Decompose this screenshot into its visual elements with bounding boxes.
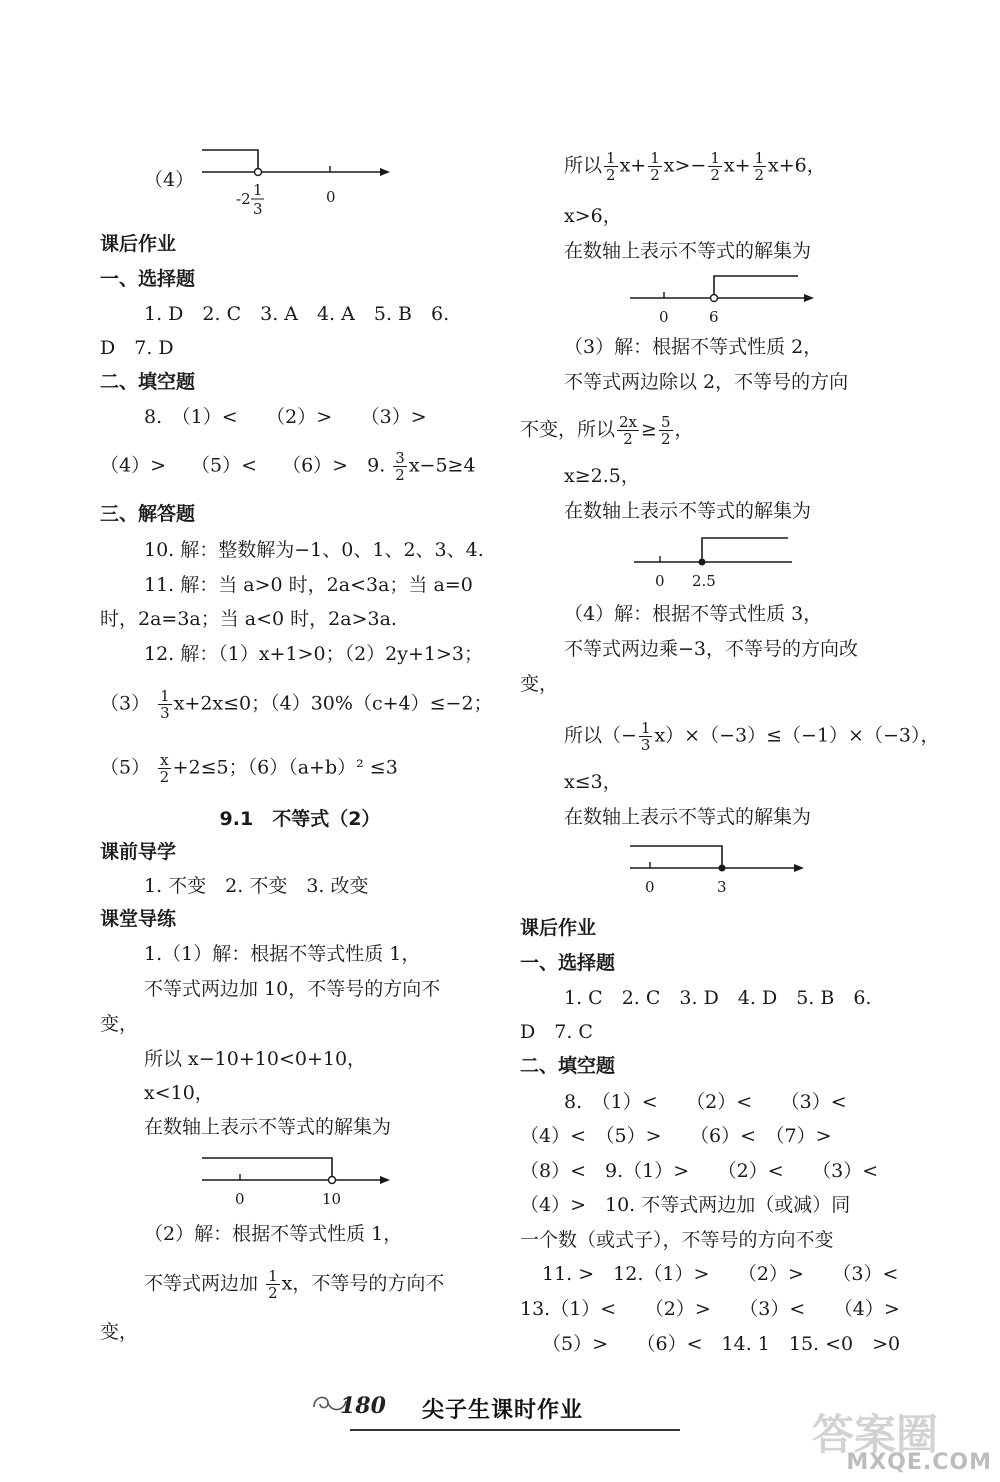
text-seg: +2≤5；（6）（a+b）² ≤3	[172, 756, 398, 779]
fill-answers-2-text: （4）> （5）< （6）> 9.	[100, 454, 386, 477]
answer-10: 10. 解：整数解为−1、0、1、2、3、4.	[144, 539, 484, 561]
fraction	[648, 150, 662, 183]
solution-3-line2: 不等式两边除以 2，不等号的方向	[564, 371, 849, 393]
fraction	[639, 720, 653, 753]
frac-den: 2	[606, 166, 616, 184]
number-line-label: （4）	[144, 169, 195, 191]
axis-arrow	[804, 294, 814, 302]
text-seg: （3）	[100, 692, 151, 715]
practice-1-line3: 变，	[100, 1013, 139, 1035]
solution-4-line2: 不等式两边乘−3，不等号的方向改	[564, 638, 859, 660]
frac-den: 2	[395, 466, 405, 484]
tick-label-frac-den: 3	[253, 200, 263, 218]
footer-rule	[350, 1429, 680, 1431]
frac-num: 5	[660, 413, 671, 431]
page-footer	[310, 1385, 690, 1445]
heading-choice-2: 一、选择题	[520, 952, 616, 974]
open-point	[329, 1177, 336, 1184]
closed-point	[699, 559, 706, 566]
practice-1-line2: 不等式两边加 10，不等号的方向不	[144, 978, 441, 1000]
text-seg: 不变，所以	[520, 418, 616, 441]
solution-bracket	[630, 846, 722, 868]
number-line-4	[200, 142, 390, 222]
practice-2-line2	[144, 1268, 444, 1301]
number-line-svg	[200, 1152, 390, 1212]
tick-label-zero: 0	[659, 308, 669, 326]
fill-2-line6: 11. > 12.（1）> （2）> （3）<	[542, 1263, 899, 1285]
choice-answers-1: 1. D 2. C 3. A 4. A 5. B 6.	[144, 303, 450, 325]
number-line-svg	[200, 142, 390, 222]
solution-3-line5: 在数轴上表示不等式的解集为	[564, 500, 812, 522]
fraction	[604, 150, 618, 183]
solution-4-line3: 变，	[520, 673, 559, 695]
fill-2-line3: （8）< 9.（1）> （2）< （3）<	[520, 1160, 879, 1182]
tick-label-2.5: 2.5	[692, 572, 716, 590]
heading-after-class: 课后作业	[100, 233, 177, 255]
left-column	[100, 0, 500, 1400]
text-seg: ≥	[641, 418, 657, 441]
fill-2-line2: （4）< （5）> （6）< （7）>	[520, 1125, 832, 1147]
number-line-x-le-3	[628, 838, 818, 898]
solution-bracket	[202, 1158, 332, 1176]
open-point	[255, 169, 262, 176]
heading-class-practice: 课堂导练	[100, 908, 177, 930]
text-seg: x+	[723, 154, 751, 177]
tick-label-ten: 10	[322, 1190, 342, 1208]
pre-study-answers: 1. 不变 2. 不变 3. 改变	[144, 875, 369, 897]
solution-4-line1: （4）解：根据不等式性质 3，	[564, 603, 823, 625]
answer-12-line1: 12. 解：（1）x+1>0；（2）2y+1>3；	[144, 643, 484, 665]
fraction	[659, 414, 673, 447]
heading-solve: 三、解答题	[100, 503, 196, 525]
derivation-line3: 在数轴上表示不等式的解集为	[564, 240, 812, 262]
frac-num: 1	[754, 149, 765, 167]
text-seg: x>−	[663, 154, 707, 177]
text-seg: x+6，	[768, 154, 826, 177]
answer-11-line2: 时，2a=3a；当 a<0 时，2a>3a.	[100, 608, 397, 630]
choice-answers-2-2: D 7. C	[520, 1021, 593, 1043]
frac-num: 1	[268, 1267, 278, 1285]
watermark	[808, 1400, 998, 1482]
fraction	[617, 414, 639, 447]
closed-point	[719, 865, 726, 872]
watermark-logo: 答案圈	[812, 1410, 939, 1459]
choice-answers-2: D 7. D	[100, 337, 174, 359]
frac-num: 1	[160, 687, 170, 705]
number-line-svg	[628, 838, 818, 898]
answer-12-line2	[100, 688, 493, 721]
fraction	[753, 150, 767, 183]
number-line-svg	[628, 268, 818, 328]
text-seg: x+	[619, 154, 647, 177]
frac-num: 3	[395, 449, 405, 467]
fill-answers-2-tail: x−5≥4	[408, 454, 476, 477]
tick-label-zero: 0	[235, 1190, 245, 1208]
fraction	[158, 752, 170, 785]
axis-arrow	[380, 168, 390, 176]
fill-2-line7: 13.（1）< （2）> （3）< （4）>	[520, 1298, 900, 1320]
frac-num: 1	[710, 149, 720, 167]
tick-label-six: 6	[709, 308, 719, 326]
fraction	[266, 1268, 280, 1301]
frac-den: 3	[640, 736, 651, 754]
number-line-svg	[632, 530, 822, 592]
fill-answers-2	[100, 450, 476, 483]
frac-den: 2	[650, 166, 660, 184]
tick-label-zero: 0	[645, 878, 655, 896]
frac-den: 2	[710, 166, 720, 184]
frac-num: 1	[650, 149, 660, 167]
derivation-line2: x>6，	[564, 205, 622, 227]
right-column	[520, 0, 940, 1400]
answer-11-line1: 11. 解：当 a>0 时，2a<3a；当 a=0	[144, 574, 473, 596]
fill-2-line5: 一个数（或式子），不等号的方向不变	[520, 1229, 834, 1251]
frac-den: 2	[660, 430, 671, 448]
heading-choice: 一、选择题	[100, 268, 196, 290]
number-line-x-gt-6	[628, 268, 818, 328]
solution-3-line3	[520, 414, 694, 447]
fill-2-line4: （4）> 10. 不等式两边加（或减）同	[520, 1194, 851, 1216]
solution-4-line6: 在数轴上表示不等式的解集为	[564, 806, 812, 828]
text-seg: （5）	[100, 756, 151, 779]
page-number: 180	[340, 1393, 386, 1419]
solution-3-line1: （3）解：根据不等式性质 2，	[564, 336, 823, 358]
lesson-title: 9.1 不等式（2）	[219, 808, 381, 830]
text-seg: x）×（−3）≤（−1）×（−3），	[654, 724, 940, 747]
text-seg: x，不等号的方向不	[281, 1272, 445, 1295]
practice-2-line3: 变，	[100, 1321, 139, 1343]
tick-label-neg2: -2	[236, 190, 251, 208]
axis-arrow	[794, 864, 804, 872]
number-line-x-lt-10	[200, 1152, 390, 1212]
practice-2-line1: （2）解：根据不等式性质 1，	[144, 1223, 403, 1245]
solution-bracket	[714, 276, 798, 294]
tick-label-frac-num: 1	[253, 181, 263, 199]
fraction	[158, 688, 172, 721]
text-seg: x+2x≤0；（4）30%（c+4）≤−2；	[173, 692, 493, 715]
frac-num: 2x	[619, 413, 638, 431]
open-point	[711, 295, 718, 302]
fraction	[393, 450, 407, 483]
frac-den: 2	[268, 1284, 278, 1302]
tick-label-three: 3	[717, 878, 727, 896]
heading-fill-2: 二、填空题	[520, 1055, 616, 1077]
solution-bracket	[702, 538, 788, 562]
text-seg: ，	[674, 418, 694, 441]
practice-1-line6: 在数轴上表示不等式的解集为	[144, 1116, 392, 1138]
tick-label-zero: 0	[326, 188, 336, 206]
frac-den: 2	[754, 166, 765, 184]
frac-den: 2	[159, 768, 170, 786]
solution-bracket	[202, 150, 258, 168]
text-seg: 所以（−	[564, 724, 637, 747]
frac-num: 1	[606, 149, 616, 167]
heading-fill: 二、填空题	[100, 371, 196, 393]
fraction	[708, 150, 722, 183]
solution-4-line5: x≤3，	[564, 771, 622, 793]
number-line-x-ge-2.5	[632, 530, 822, 592]
frac-num: x	[160, 751, 169, 769]
practice-1-line5: x<10，	[144, 1082, 214, 1104]
answer-12-line3	[100, 752, 398, 785]
text-seg: 所以	[564, 154, 603, 177]
choice-answers-2-1: 1. C 2. C 3. D 4. D 5. B 6.	[564, 987, 872, 1009]
text-seg: 不等式两边加	[144, 1272, 259, 1295]
frac-num: 1	[640, 719, 651, 737]
practice-1-line4: 所以 x−10+10<0+10，	[144, 1048, 367, 1070]
fill-answers-1: 8. （1）< （2）> （3）>	[144, 406, 427, 428]
derivation-line1	[564, 150, 826, 183]
tick-label-zero: 0	[655, 572, 665, 590]
solution-3-line4: x≥2.5，	[564, 465, 640, 487]
watermark-text: MXQE.COM	[846, 1450, 992, 1475]
axis-arrow	[380, 1176, 390, 1184]
fill-2-line1: 8. （1）< （2）< （3）<	[564, 1091, 847, 1113]
solution-4-line4	[564, 720, 939, 753]
heading-pre-study: 课前导学	[100, 841, 177, 863]
heading-after-class-2: 课后作业	[520, 917, 597, 939]
fill-2-line8: （5）> （6）< 14. 1 15. <0 >0	[542, 1333, 901, 1355]
frac-den: 2	[623, 430, 633, 448]
book-title: 尖子生课时作业	[422, 1398, 584, 1423]
practice-1-line1: 1.（1）解：根据不等式性质 1，	[144, 943, 421, 965]
frac-den: 3	[160, 704, 170, 722]
